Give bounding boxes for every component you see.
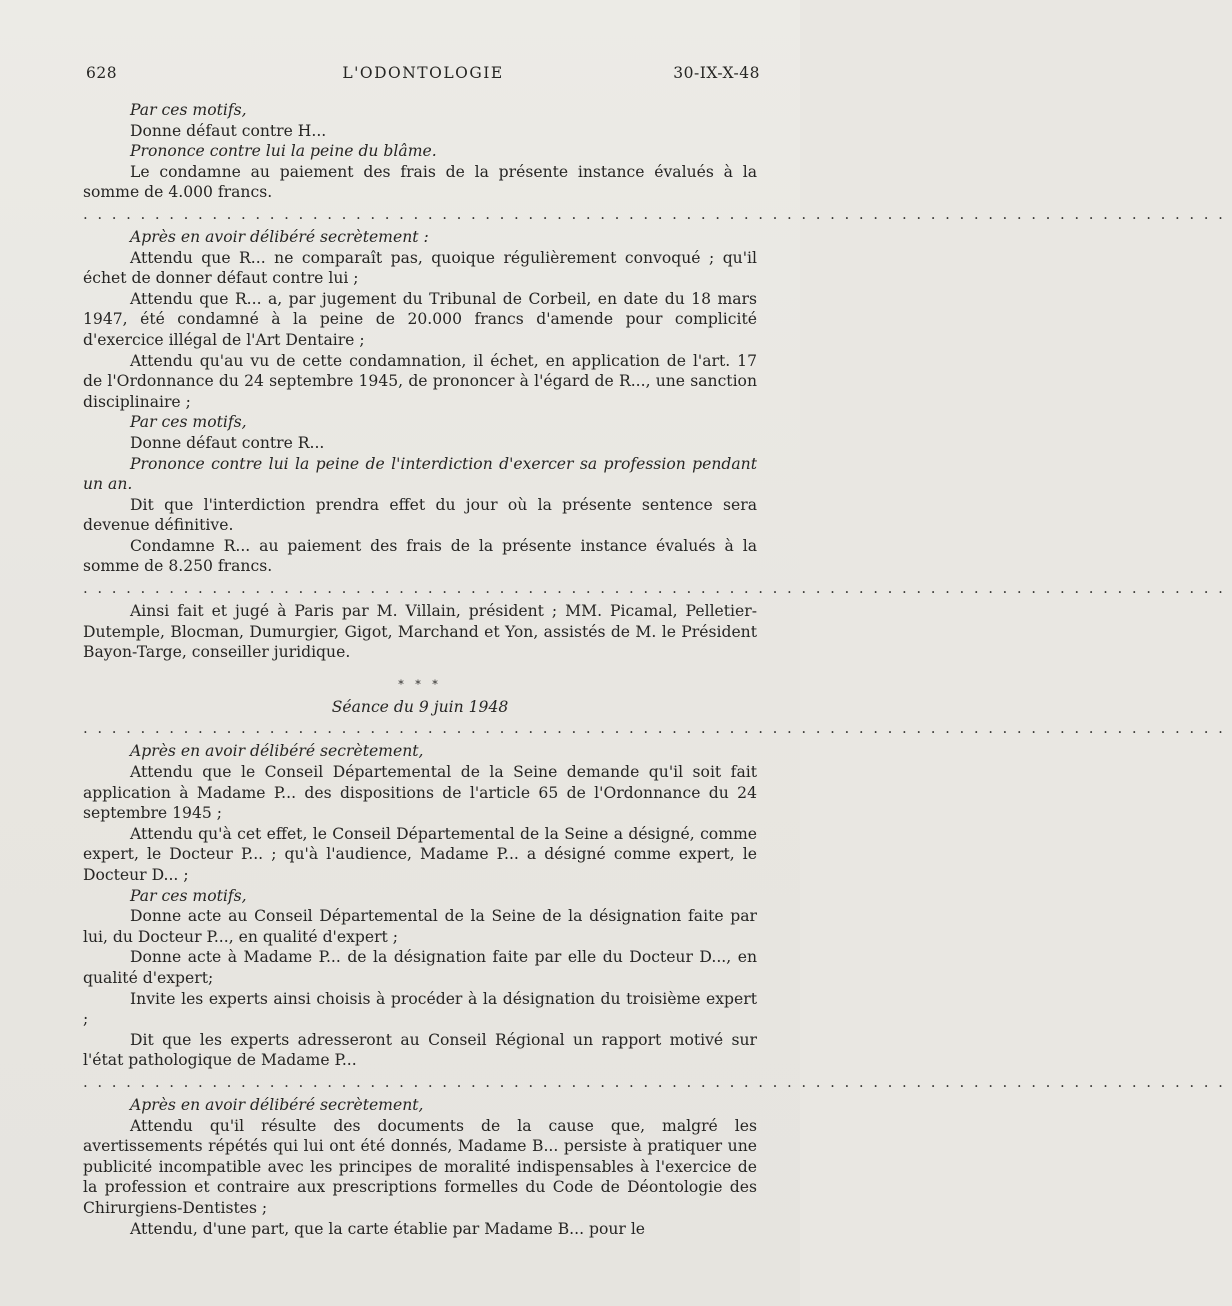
page-body (83, 100, 1232, 1239)
paragraph: Attendu que le Conseil Départemental de la Seine demande qu'il soit fait application à Madame P... des dispositions de l'article 65 de l'Ordonnance du 24 septembre 1945 ; (83, 763, 757, 823)
paragraph: Donne défaut contre R... (130, 433, 325, 452)
paragraph: Attendu, d'une part, que la carte établie par Madame B... pour le (130, 1219, 646, 1238)
paragraph: Attendu que R... a, par jugement du Tribunal de Corbeil, en date du 18 mars 1947, été condamné à la peine de 20.000 francs d'amende pour complicité d'exercice illégal de l'Art Dentaire ; (83, 289, 757, 349)
ellipsis-separator: ................................................................................ (83, 204, 1232, 223)
paragraph: Attendu qu'il résulte des documents de la cause que, malgré les avertissements répétés qui lui ont été donnés, Madame B... persiste à pratiquer une publicité incompatible avec les principes de moralité indispensables à l'exercice de la profession et contraire aux prescriptions formelles du Code de Déontologie des Chirurgiens-Dentistes ; (83, 1116, 757, 1217)
ellipsis-separator: ................................................................................ (83, 1072, 1232, 1091)
paragraph: Attendu qu'à cet effet, le Conseil Départemental de la Seine a désigné, comme expert, le Docteur P... ; qu'à l'audience, Madame P... a désigné comme expert, le Docteur D... ; (83, 824, 757, 884)
page-number: 628 (86, 64, 118, 82)
issue-date: 30-IX-X-48 (673, 64, 760, 82)
paragraph: Attendu que R... ne comparaît pas, quoique régulièrement convoqué ; qu'il échet de donner défaut contre lui ; (83, 248, 757, 288)
asterism-separator: * * * (398, 677, 442, 691)
paragraph: Attendu qu'au vu de cette condamnation, il échet, en application de l'art. 17 de l'Ordonnance du 24 septembre 1945, de prononcer à l'égard de R..., une sanction disciplinaire ; (83, 351, 757, 411)
paragraph: Après en avoir délibéré secrètement, (130, 742, 424, 761)
paragraph: Ainsi fait et jugé à Paris par M. Villain, président ; MM. Picamal, Pelletier-Dutemple, Blocman, Dumurgier, Gigot, Marchand et Yon, assistés de M. le Président Bayon-Targe, conseiller juridique. (83, 602, 757, 662)
paragraph: Le condamne au paiement des frais de la présente instance évalués à la somme de 4.000 francs. (83, 162, 757, 202)
journal-title: L'ODONTOLOGIE (342, 64, 504, 82)
paragraph: Prononce contre lui la peine de l'interdiction d'exercer sa profession pendant un an. (83, 454, 757, 494)
paragraph: Invite les experts ainsi choisis à procéder à la désignation du troisième expert ; (83, 989, 757, 1029)
paragraph: Dit que l'interdiction prendra effet du jour où la présente sentence sera devenue définitive. (83, 495, 757, 535)
paragraph: Par ces motifs, (130, 886, 247, 905)
paragraph: Par ces motifs, (130, 413, 247, 432)
paragraph: Condamne R... au paiement des frais de la présente instance évalués à la somme de 8.250 francs. (83, 536, 757, 576)
paragraph: Par ces motifs, (130, 101, 247, 119)
paragraph: Prononce contre lui la peine du blâme. (130, 142, 437, 161)
session-heading: Séance du 9 juin 1948 (331, 697, 509, 716)
paragraph: Après en avoir délibéré secrètement, (130, 1095, 424, 1114)
paragraph: Après en avoir délibéré secrètement : (130, 227, 429, 246)
paragraph: Donne acte au Conseil Départemental de la Seine de la désignation faite par lui, du Docteur P..., en qualité d'expert ; (83, 907, 757, 946)
page-header (86, 64, 760, 88)
paragraph: Donne défaut contre H... (130, 121, 327, 140)
paragraph: Dit que les experts adresseront au Conseil Régional un rapport motivé sur l'état pathologique de Madame P... (83, 1030, 757, 1070)
ellipsis-separator: ................................................................................ (83, 579, 1232, 598)
ellipsis-separator: ................................................................................ (83, 719, 1232, 738)
paragraph: Donne acte à Madame P... de la désignation faite par elle du Docteur D..., en qualité d'expert; (83, 948, 757, 987)
